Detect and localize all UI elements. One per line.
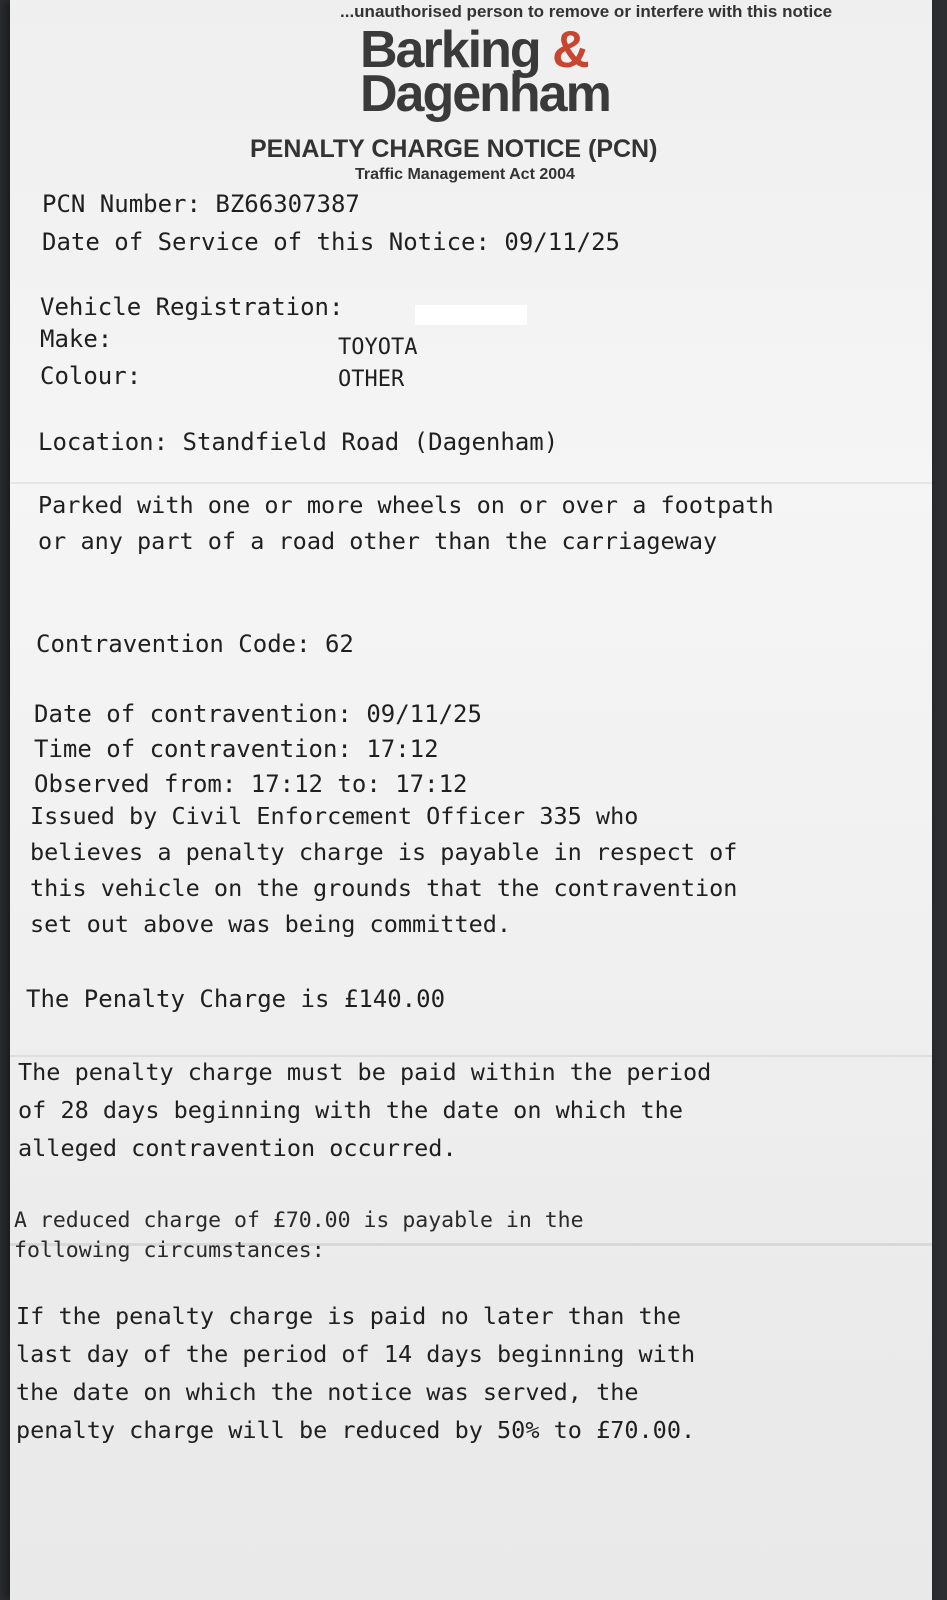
- make-label: Make:: [40, 325, 113, 353]
- logo-text-dagenham: Dagenham: [360, 65, 610, 123]
- paper-crease: [10, 482, 932, 484]
- notice-subtitle: Traffic Management Act 2004: [355, 166, 575, 183]
- pcn-ticket: [10, 0, 932, 1600]
- penalty-charge-amount: The Penalty Charge is £140.00: [26, 985, 446, 1013]
- date-of-contravention: Date of contravention: 09/11/25: [34, 700, 482, 728]
- time-of-contravention: Time of contravention: 17:12: [34, 735, 439, 763]
- contravention-description: Parked with one or more wheels on or over a footpath or any part of a road other than the carriageway: [38, 491, 774, 555]
- date-of-service: Date of Service of this Notice: 09/11/25: [42, 228, 620, 256]
- notice-title: PENALTY CHARGE NOTICE (PCN): [250, 135, 658, 163]
- council-logo: [360, 21, 610, 123]
- reduced-charge-terms: If the penalty charge is paid no later than the last day of the period of 14 days beginning with the date on which the notice was served, the penalty charge will be reduced by 50% to £70.00.: [16, 1302, 696, 1444]
- observed-times: Observed from: 17:12 to: 17:12: [34, 770, 468, 798]
- location: Location: Standfield Road (Dagenham): [38, 428, 559, 456]
- colour-value: OTHER: [338, 367, 405, 392]
- issued-by-statement: Issued by Civil Enforcement Officer 335 who believes a penalty charge is payable in respect of this vehicle on the grounds that the contravention set out above was being committed.: [30, 802, 738, 938]
- reduced-charge: A reduced charge of £70.00 is payable in the following circumstances:: [14, 1208, 584, 1263]
- logo-ampersand: &: [552, 21, 588, 79]
- logo-text-barking: Barking: [360, 21, 540, 79]
- removal-warning: ...unauthorised person to remove or interfere with this notice: [340, 2, 833, 21]
- vehicle-registration-label: Vehicle Registration:: [40, 293, 344, 321]
- redacted-registration: [415, 305, 527, 325]
- colour-label: Colour:: [40, 362, 142, 390]
- make-value: TOYOTA: [338, 335, 418, 360]
- pcn-number: PCN Number: BZ66307387: [42, 190, 360, 218]
- payment-period: The penalty charge must be paid within the period of 28 days beginning with the date on which the alleged contravention occurred.: [18, 1058, 712, 1162]
- contravention-code: Contravention Code: 62: [36, 630, 354, 658]
